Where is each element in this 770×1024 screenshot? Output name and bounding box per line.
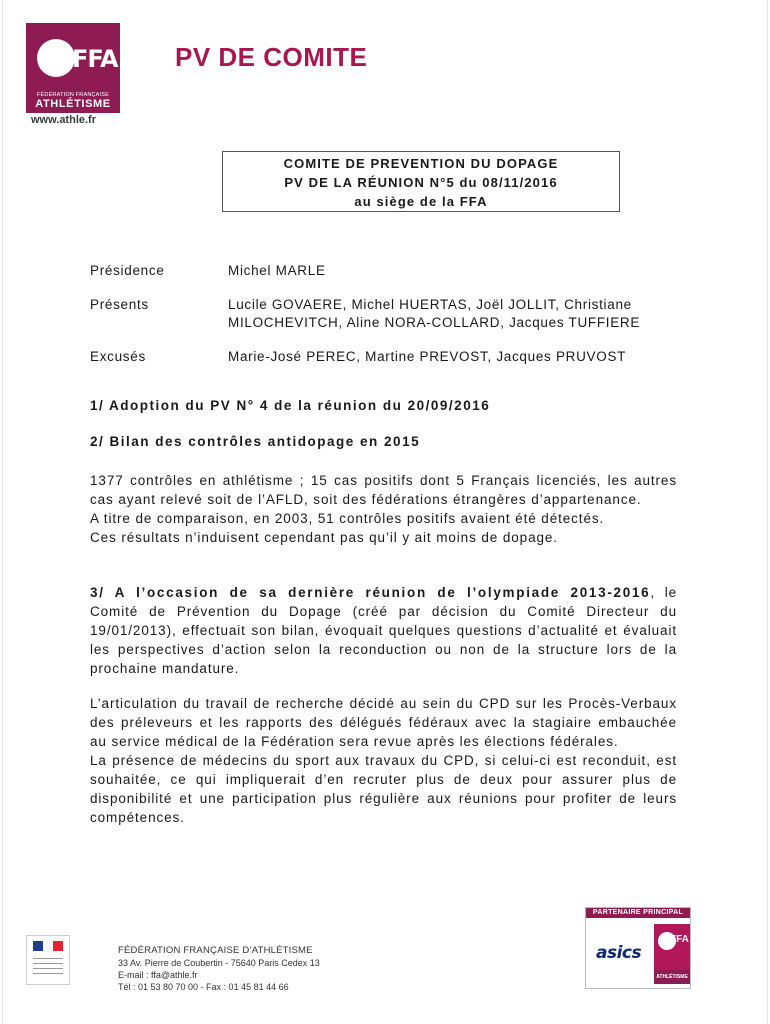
logo-subtitle-line2: ATHLÉTISME bbox=[35, 98, 111, 110]
footer-street: 33 Av. Pierre de Coubertin - 75640 Paris Cedex 13 bbox=[118, 958, 320, 968]
logo-text: FFA bbox=[72, 45, 118, 73]
footer-email[interactable]: E-mail : ffa@athle.fr bbox=[118, 970, 198, 980]
presents-line1: Lucile GOVAERE, Michel HUERTAS, Joël JOLLIT, Christiane bbox=[228, 297, 632, 312]
section-3-details bbox=[90, 694, 677, 827]
section-3-intro bbox=[90, 583, 677, 678]
meeting-number: PV DE LA RÉUNION N°5 du 08/11/2016 bbox=[284, 175, 558, 190]
meeting-location: au siège de la FFA bbox=[354, 194, 488, 209]
ministry-lines bbox=[33, 958, 63, 978]
excuses-value: Marie-José PEREC, Martine PREVOST, Jacques PRUVOST bbox=[228, 349, 627, 364]
logo-mark bbox=[26, 23, 120, 89]
presidence-value: Michel MARLE bbox=[228, 263, 326, 278]
footer-org: FÉDÉRATION FRANÇAISE D’ATHLÉTISME bbox=[118, 945, 313, 956]
meeting-title-box bbox=[222, 151, 620, 212]
section-2-body bbox=[90, 471, 677, 547]
section-1-title: 1/ Adoption du PV N° 4 de la réunion du 20/09/2016 bbox=[90, 398, 491, 413]
committee-name: COMITE DE PREVENTION DU DOPAGE bbox=[283, 156, 559, 171]
presents-label: Présents bbox=[90, 297, 149, 312]
section-2-paragraph: A titre de comparaison, en 2003, 51 contrôles positifs avaient été détectés. bbox=[90, 511, 605, 526]
section-3-paragraph: La présence de médecins du sport aux travaux du CPD, si celui-ci est reconduit, est souhaitée, ce qui impliquerait d’en recruter plus de deux pour assurer plus de disponibilité et une participation plus régulière aux réunions pour profiter de leurs compétences. bbox=[90, 753, 677, 825]
section-2-title: 2/ Bilan des contrôles antidopage en 2015 bbox=[90, 434, 421, 449]
french-flag-icon bbox=[33, 941, 63, 951]
footer-phone: Tél : 01 53 80 70 00 - Fax : 01 45 81 44 66 bbox=[118, 982, 289, 992]
section-3-body bbox=[90, 583, 677, 678]
presidence-label: Présidence bbox=[90, 263, 165, 278]
document-title: PV DE COMITE bbox=[175, 42, 368, 72]
section-2-paragraph: Ces résultats n’induisent cependant pas qu’il y ait moins de dopage. bbox=[90, 530, 558, 545]
excuses-label: Excusés bbox=[90, 349, 146, 364]
mini-logo-text: FFA bbox=[670, 934, 689, 945]
ffa-logo bbox=[26, 23, 120, 113]
logo-subtitle bbox=[26, 89, 120, 113]
mini-logo-subtitle: ATHLÉTISME bbox=[654, 970, 690, 984]
logo-subtitle-line1: FÉDÉRATION FRANÇAISE bbox=[36, 92, 110, 98]
partner-label: PARTENAIRE PRINCIPAL bbox=[586, 908, 690, 918]
footer-address bbox=[118, 945, 320, 993]
presents-line2: MILOCHEVITCH, Aline NORA-COLLARD, Jacques TUFFIERE bbox=[228, 315, 641, 330]
partner-badge bbox=[585, 907, 691, 989]
section-3-title: 3/ A l’occasion de sa dernière réunion de l’olympiade 2013-2016 bbox=[90, 585, 651, 600]
republique-francaise-logo bbox=[26, 935, 70, 985]
asics-logo: asics bbox=[596, 943, 642, 963]
website-link[interactable]: www.athle.fr bbox=[31, 114, 96, 126]
section-3-paragraph: L’articulation du travail de recherche décidé au sein du CPD sur les Procès-Verbaux des préleveurs et les rapports des délégués fédéraux avec la stagiaire embauchée au service médical de la Fédération sera revue après les élections fédérales. bbox=[90, 696, 677, 749]
ffa-mini-logo bbox=[654, 924, 690, 984]
section-3-intro-text: , le Comité de Prévention du Dopage (créé par décision du Comité Directeur du 19/01/2013), effectuait son bilan, évoquait quelques questions d’actualité et évaluait les perspectives d’action selon la reconduction ou non de la structure lors de la prochaine mandature. bbox=[90, 585, 678, 676]
section-2-paragraph: 1377 contrôles en athlétisme ; 15 cas positifs dont 5 Français licenciés, les autres cas ayant relevé soit de l’AFLD, soit des fédérations étrangères d’appartenance. bbox=[90, 473, 677, 507]
runner-icon bbox=[37, 39, 75, 77]
presents-value bbox=[228, 296, 768, 332]
